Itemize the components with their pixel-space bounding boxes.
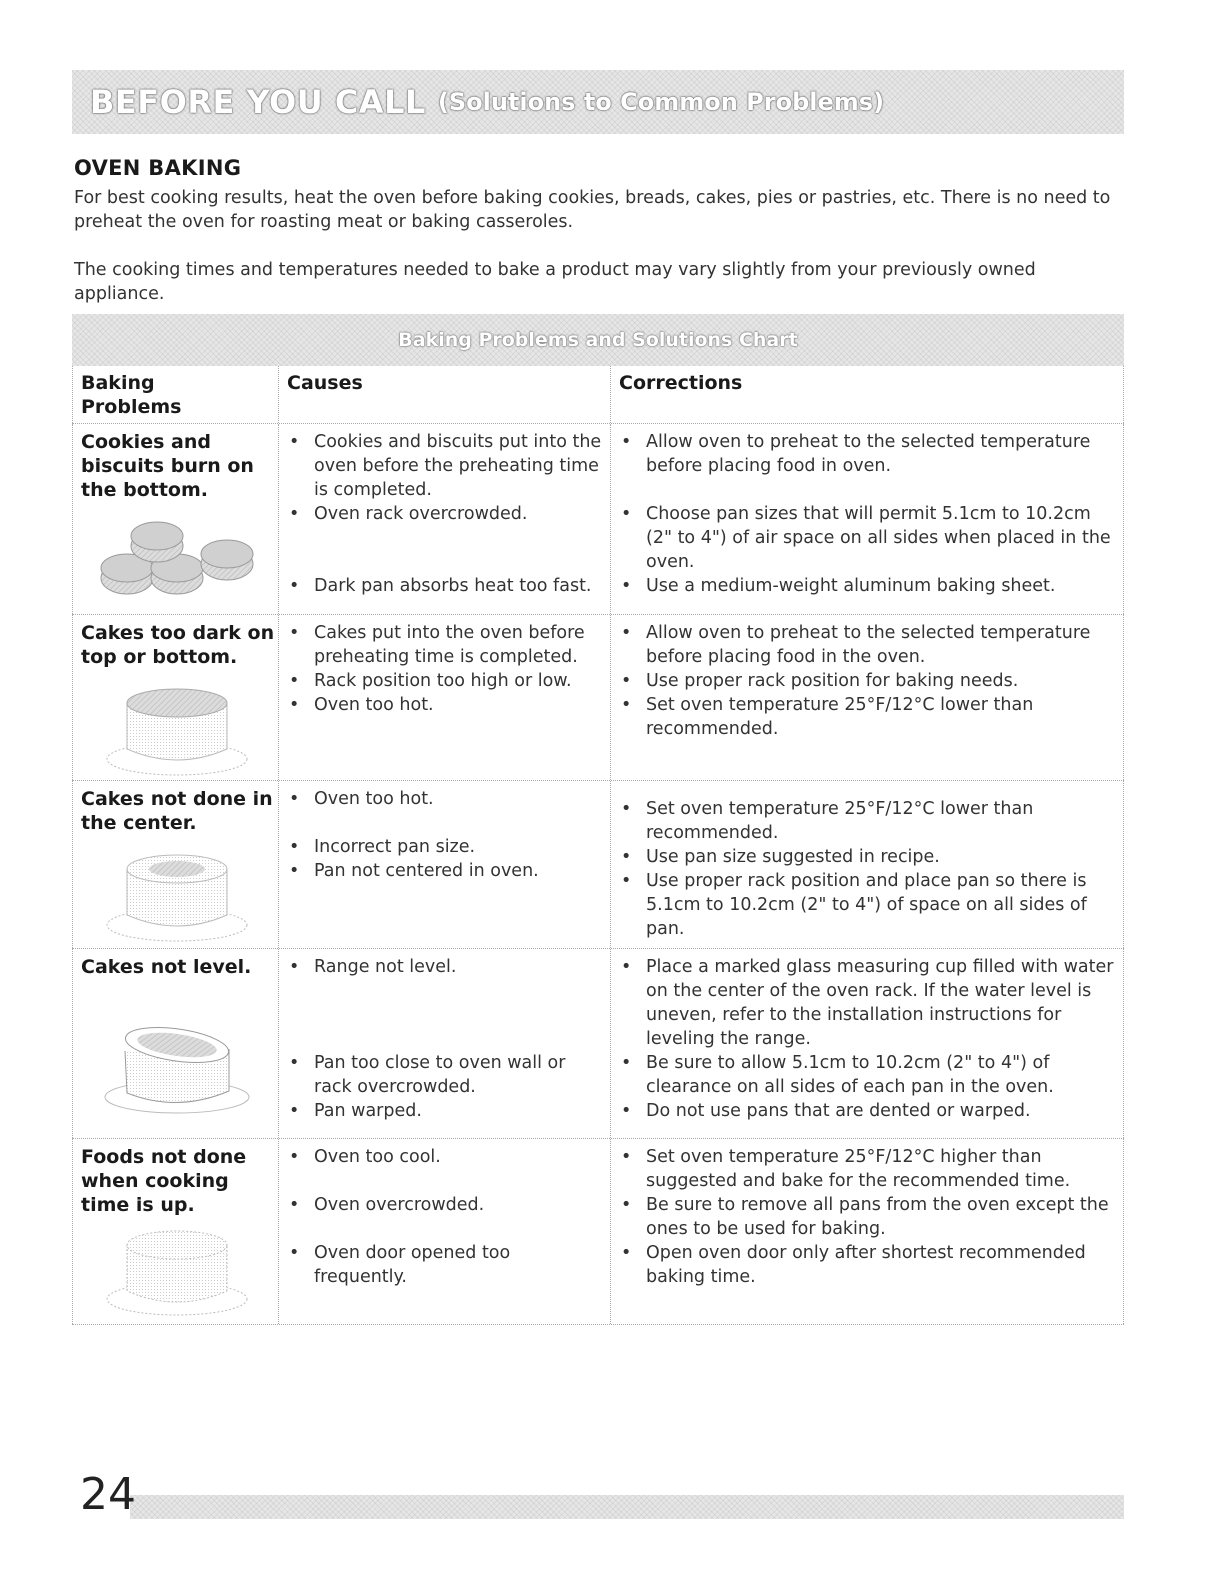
- table-header-row: [72, 366, 1124, 424]
- correction-item: • Be sure to allow 5.1cm to 10.2cm (2" to 4") of clearance on all sides of each pan in the oven.: [621, 1053, 1054, 1097]
- cause-item: • Oven door opened too frequently.: [289, 1243, 511, 1287]
- cause-item: • Pan not centered in oven.: [289, 861, 539, 881]
- correction-item: • Place a marked glass measuring cup filled with water on the center of the oven rack. If the water level is uneven, refer to the installation instructions for leveling the range.: [621, 957, 1114, 1049]
- correction-item: • Set oven temperature 25°F/12°C lower than recommended.: [621, 799, 1034, 843]
- table-row: [72, 949, 1124, 1139]
- cake-underdone-icon: [87, 847, 267, 943]
- banner-subtitle: (Solutions to Common Problems): [437, 88, 885, 116]
- problem-label: Cakes not done in the center.: [81, 788, 273, 834]
- table-row: [72, 781, 1124, 949]
- correction-item: • Be sure to remove all pans from the oven except the ones to be used for baking.: [621, 1195, 1109, 1239]
- cause-item: • Range not level.: [289, 957, 457, 977]
- correction-item: • Allow oven to preheat to the selected temperature before placing food in the oven.: [621, 623, 1091, 667]
- table-row: [72, 615, 1124, 781]
- correction-item: • Allow oven to preheat to the selected temperature before placing food in oven.: [621, 432, 1091, 476]
- problem-label: Foods not done when cooking time is up.: [81, 1146, 247, 1216]
- intro-paragraph: For best cooking results, heat the oven before baking cookies, breads, cakes, pies or pastries, etc. There is no need to preheat the oven for roasting meat or baking casseroles.: [74, 188, 1111, 232]
- problem-label: Cookies and biscuits burn on the bottom.: [81, 431, 254, 501]
- cause-item: • Oven rack overcrowded.: [289, 504, 528, 524]
- page-number: 24: [80, 1469, 136, 1520]
- correction-item: • Set oven temperature 25°F/12°C lower than recommended.: [621, 695, 1034, 739]
- column-header-causes: Causes: [287, 372, 363, 394]
- table-row: [72, 1139, 1124, 1325]
- cookies-icon: [87, 516, 267, 606]
- cause-item: • Oven too hot.: [289, 789, 434, 809]
- banner-title: BEFORE YOU CALL: [90, 83, 426, 121]
- cake-plain-icon: [87, 1225, 267, 1321]
- section-heading: OVEN BAKING: [74, 156, 242, 180]
- problem-label: Cakes not level.: [81, 956, 252, 978]
- cause-item: • Oven too hot.: [289, 695, 434, 715]
- table-row: [72, 424, 1124, 615]
- problem-label: Cakes too dark on top or bottom.: [81, 622, 275, 668]
- correction-item: • Choose pan sizes that will permit 5.1cm to 10.2cm (2" to 4") of air space on all sides when placed in the oven.: [621, 504, 1111, 572]
- cause-item: • Rack position too high or low.: [289, 671, 572, 691]
- correction-item: • Do not use pans that are dented or warped.: [621, 1101, 1031, 1121]
- correction-item: • Use pan size suggested in recipe.: [621, 847, 940, 867]
- intro-paragraph: The cooking times and temperatures needed to bake a product may vary slightly from your previously owned appliance.: [74, 260, 1036, 304]
- cause-item: • Dark pan absorbs heat too fast.: [289, 576, 592, 596]
- correction-item: • Set oven temperature 25°F/12°C higher than suggested and bake for the recommended time.: [621, 1147, 1071, 1191]
- column-header-corrections: Corrections: [619, 372, 743, 394]
- cause-item: • Cakes put into the oven before preheating time is completed.: [289, 623, 585, 667]
- chart-title: Baking Problems and Solutions Chart: [72, 314, 1124, 366]
- correction-item: • Use proper rack position for baking needs.: [621, 671, 1019, 691]
- cause-item: • Oven too cool.: [289, 1147, 441, 1167]
- cause-item: • Cookies and biscuits put into the oven before the preheating time is completed.: [289, 432, 602, 500]
- cause-item: • Incorrect pan size.: [289, 837, 476, 857]
- cake-tilted-icon: [87, 1021, 267, 1117]
- cause-item: • Pan too close to oven wall or rack overcrowded.: [289, 1053, 566, 1097]
- column-header-problems: Baking Problems: [81, 372, 182, 418]
- correction-item: • Use proper rack position and place pan so there is 5.1cm to 10.2cm (2" to 4") of space on all sides of pan.: [621, 871, 1087, 939]
- cause-item: • Oven overcrowded.: [289, 1195, 485, 1215]
- footer-band: [130, 1495, 1124, 1519]
- correction-item: • Use a medium-weight aluminum baking sheet.: [621, 576, 1056, 596]
- cake-dark-top-icon: [87, 681, 267, 777]
- cause-item: • Pan warped.: [289, 1101, 422, 1121]
- page-banner: [72, 70, 1124, 134]
- correction-item: • Open oven door only after shortest recommended baking time.: [621, 1243, 1086, 1287]
